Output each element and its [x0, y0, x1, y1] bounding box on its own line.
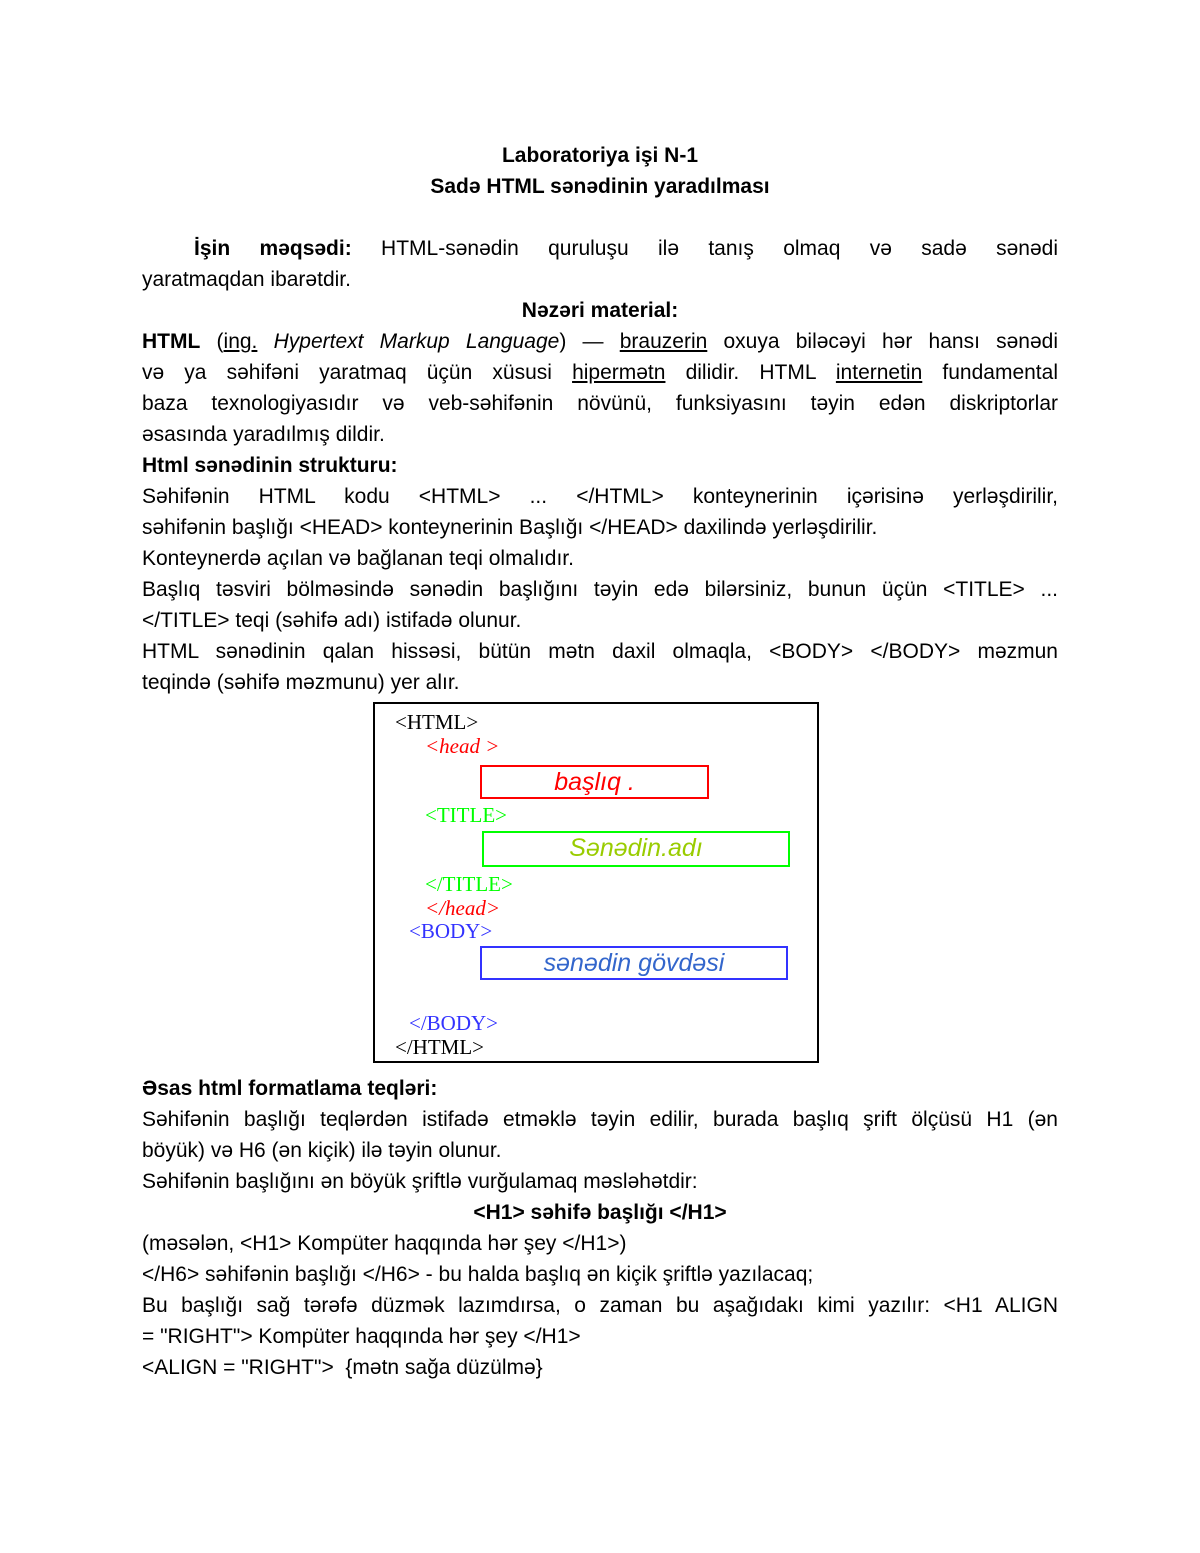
example-line: = "RIGHT"> Kompüter haqqında hər şey </H1>	[142, 1325, 581, 1348]
diagram-body-open: <BODY>	[409, 919, 493, 943]
text: oxuya biləcəyi hər hansı sənədi	[707, 330, 1058, 353]
format-heading: Əsas html formatlama teqləri:	[142, 1077, 438, 1100]
diagram-title-box: Sənədin.adı	[482, 831, 790, 867]
html-structure-diagram	[373, 702, 819, 1063]
text: və ya səhifəni yaratmaq üçün xüsusi	[142, 361, 573, 384]
structure-line: səhifənin başlığı <HEAD> konteynerinin Başlığı </HEAD> daxilində yerləşdirilir.	[142, 516, 878, 539]
diagram-title-close: </TITLE>	[425, 872, 513, 896]
html-term: HTML	[142, 330, 201, 353]
purpose-text: HTML-sənədin quruluşu ilə tanış olmaq və sadə sənədi	[381, 237, 1058, 260]
text: dilidir. HTML	[665, 361, 836, 384]
structure-line: HTML sənədinin qalan hissəsi, bütün mətn daxil olmaqla, <BODY> </BODY> məzmun	[142, 640, 1058, 663]
doc-title: Laboratoriya işi N-1	[501, 144, 699, 167]
theory-heading: Nəzəri material:	[521, 299, 679, 322]
diagram-body-close: </BODY>	[409, 1011, 499, 1035]
text	[257, 330, 273, 353]
diagram-head-open: <head >	[425, 734, 500, 758]
example-line: (məsələn, <H1> Kompüter haqqında hər şey </H1>)	[142, 1232, 627, 1255]
html-def-line-1	[142, 326, 1058, 357]
format-line: Səhifənin başlığını ən böyük şriftlə vurğulamaq məsləhətdir:	[142, 1170, 698, 1193]
hipermetn-link[interactable]: hipermətn	[572, 361, 666, 384]
purpose-label: İşin məqsədi:	[194, 237, 352, 260]
hypertext-term: Hypertext Markup Language	[273, 330, 560, 353]
doc-subtitle: Sadə HTML sənədinin yaradılması	[430, 175, 770, 198]
purpose-line-1	[142, 233, 1058, 264]
text: fundamental	[922, 361, 1058, 384]
structure-line: Səhifənin HTML kodu <HTML> ... </HTML> konteynerinin içərisinə yerləşdirilir,	[142, 485, 1058, 508]
brauzer-link[interactable]: brauzerin	[619, 330, 708, 353]
example-line: </H6> səhifənin başlığı </H6> - bu halda başlıq ən kiçik şriftlə yazılacaq;	[142, 1263, 814, 1286]
html-def-line-4: əsasında yaradılmış dildir.	[142, 423, 385, 446]
structure-line: </TITLE> teqi (səhifə adı) istifadə olunur.	[142, 609, 522, 632]
html-def-line-2	[142, 357, 1058, 388]
document-page	[142, 140, 1058, 698]
text: ) —	[559, 330, 620, 353]
example-line: <ALIGN = "RIGHT"> {mətn sağa düzülmə}	[142, 1356, 543, 1379]
format-line: böyük) və H6 (ən kiçik) ilə təyin olunur.	[142, 1139, 502, 1162]
diagram-html-open: <HTML>	[395, 710, 479, 734]
ing-link[interactable]: ing.	[223, 330, 258, 353]
example-line: Bu başlığı sağ tərəfə düzmək lazımdırsa, o zaman bu aşağıdakı kimi yazılır: <H1 ALIGN	[142, 1294, 1058, 1317]
internet-link[interactable]: internetin	[835, 361, 923, 384]
structure-line: Konteynerdə açılan və bağlanan teqi olmalıdır.	[142, 547, 574, 570]
diagram-html-close: </HTML>	[395, 1035, 485, 1059]
text: (	[200, 330, 224, 353]
diagram-body-box: sənədin gövdəsi	[480, 946, 788, 980]
h1-example: <H1> səhifə başlığı </H1>	[473, 1201, 727, 1224]
diagram-head-box: başlıq .	[480, 765, 709, 799]
formatting-section	[142, 1073, 1058, 1383]
diagram-head-close: </head>	[425, 896, 500, 920]
structure-heading: Html sənədinin strukturu:	[142, 454, 398, 477]
structure-line: teqində (səhifə məzmunu) yer alır.	[142, 671, 460, 694]
format-line: Səhifənin başlığı teqlərdən istifadə etməklə təyin edilir, burada başlıq şrift ölçüsü H1 (ən	[142, 1108, 1058, 1131]
diagram-title-open: <TITLE>	[425, 803, 507, 827]
html-def-line-3: baza texnologiyasıdır və veb-səhifənin növünü, funksiyasını təyin edən diskriptorlar	[142, 392, 1058, 415]
structure-line: Başlıq təsviri bölməsində sənədin başlığını təyin edə bilərsiniz, bunun üçün <TITLE> ...	[142, 578, 1058, 601]
purpose-line-2: yaratmaqdan ibarətdir.	[142, 268, 351, 291]
